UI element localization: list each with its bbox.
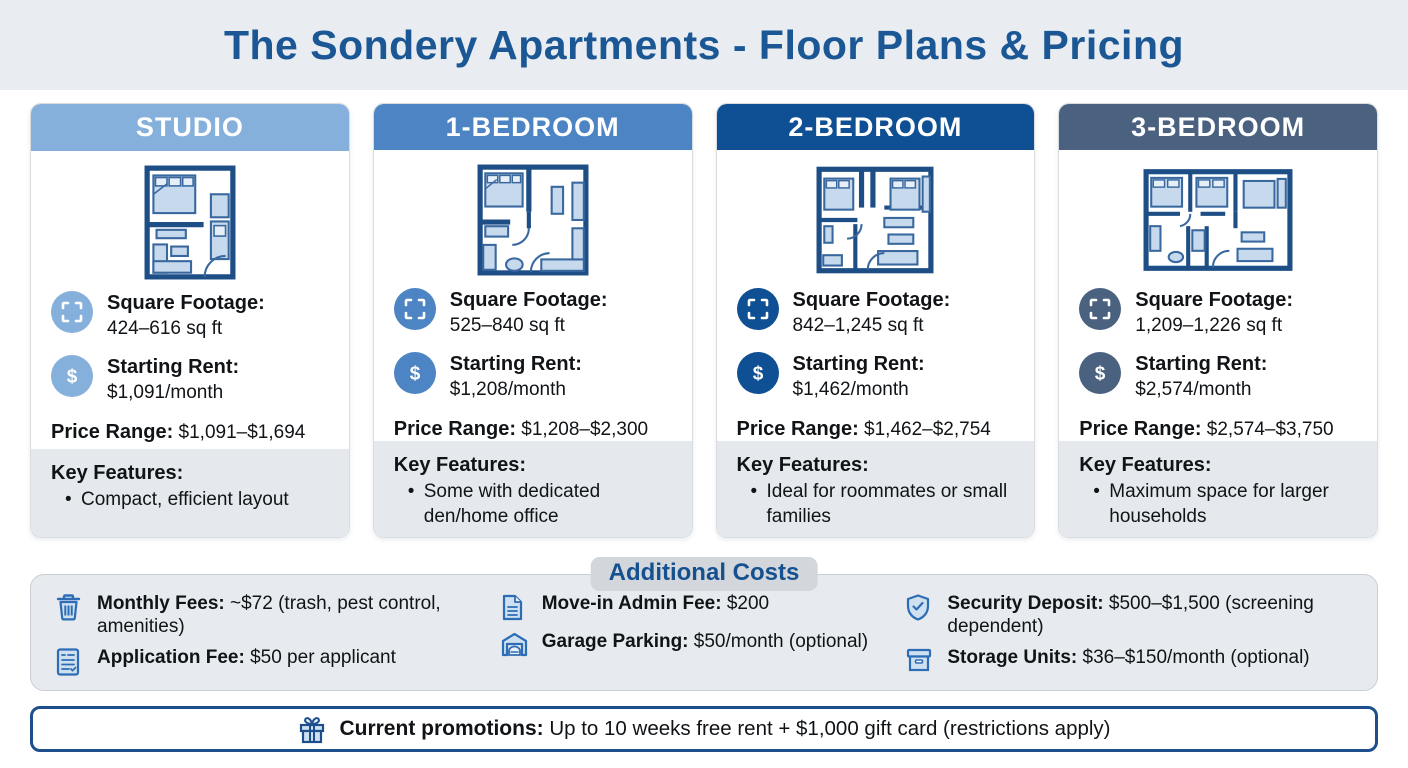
square-footage-icon bbox=[51, 291, 93, 333]
sqft-row bbox=[737, 288, 1017, 338]
sqft-row bbox=[51, 291, 331, 341]
cost-item-garage-parking: Garage Parking: $50/month (optional) bbox=[500, 630, 906, 658]
svg-text:$: $ bbox=[1094, 363, 1106, 385]
title-band bbox=[0, 0, 1408, 90]
price-range: Price Range: $2,574–$3,750 bbox=[1079, 417, 1334, 440]
additional-costs-column-1 bbox=[55, 592, 500, 677]
sqft-label: Square Footage: bbox=[792, 288, 951, 311]
shield-check-icon bbox=[905, 592, 935, 622]
dollar-icon bbox=[1079, 352, 1121, 394]
sqft-label: Square Footage: bbox=[107, 292, 265, 314]
features-label: Key Features: bbox=[393, 453, 527, 476]
feature-item: • Compact, efficient layout bbox=[51, 487, 333, 512]
garage-icon bbox=[500, 630, 530, 658]
key-features-studio bbox=[31, 449, 349, 537]
rent-value: $1,208/month bbox=[449, 378, 566, 400]
card-studio bbox=[30, 103, 350, 538]
dollar-icon bbox=[51, 355, 93, 397]
svg-text:$: $ bbox=[409, 363, 421, 385]
rent-label: Starting Rent: bbox=[792, 352, 925, 375]
rent-value: $1,091/month bbox=[107, 382, 224, 403]
cost-item-monthly-fees: Monthly Fees: ~$72 (trash, pest control, amenities) bbox=[55, 592, 500, 638]
promotions-label: Current promotions: bbox=[339, 717, 544, 740]
features-label: Key Features: bbox=[736, 453, 869, 476]
additional-costs-section bbox=[30, 559, 1378, 691]
sqft-value: 424–616 sq ft bbox=[107, 318, 223, 339]
application-icon bbox=[55, 646, 85, 677]
sqft-row bbox=[1079, 288, 1359, 338]
svg-text:$: $ bbox=[752, 363, 763, 385]
additional-costs-column-3 bbox=[905, 592, 1355, 677]
rent-row bbox=[51, 355, 331, 405]
price-range: Price Range: $1,462–$2,754 bbox=[736, 417, 991, 440]
sqft-row bbox=[394, 288, 674, 338]
gift-icon bbox=[297, 713, 327, 745]
floor-plan-2-bedroom-image bbox=[717, 150, 1035, 280]
trash-icon bbox=[55, 592, 85, 622]
price-range-value: $1,462–$2,754 bbox=[864, 418, 991, 440]
key-features-3-bedroom bbox=[1059, 441, 1377, 537]
svg-text:$: $ bbox=[66, 366, 78, 388]
card-2-bedroom-header: 2-BEDROOM bbox=[717, 104, 1035, 150]
price-range: Price Range: $1,091–$1,694 bbox=[51, 421, 306, 443]
feature-item: • Some with dedicated den/home office bbox=[394, 479, 676, 529]
sqft-value: 525–840 sq ft bbox=[449, 314, 565, 336]
document-icon bbox=[500, 592, 530, 622]
page-title: The Sondery Apartments - Floor Plans & Pricing bbox=[223, 21, 1185, 68]
rent-row bbox=[394, 352, 674, 402]
promotions-text: Up to 10 weeks free rent + $1,000 gift card (restrictions apply) bbox=[549, 717, 1111, 740]
rent-label: Starting Rent: bbox=[1135, 352, 1268, 375]
floor-plan-3-bedroom-image bbox=[1059, 150, 1377, 280]
price-range-value: $2,574–$3,750 bbox=[1206, 418, 1334, 440]
sqft-label: Square Footage: bbox=[1135, 288, 1294, 311]
features-label: Key Features: bbox=[1079, 453, 1212, 476]
cost-item-application-fee: Application Fee: $50 per applicant bbox=[55, 646, 500, 677]
sqft-label: Square Footage: bbox=[449, 288, 608, 311]
promotions-banner bbox=[30, 706, 1378, 752]
additional-costs-column-2 bbox=[500, 592, 906, 677]
floor-plan-cards bbox=[0, 90, 1408, 538]
key-features-2-bedroom bbox=[717, 441, 1035, 537]
rent-row bbox=[1079, 352, 1359, 402]
additional-costs-title: Additional Costs bbox=[591, 557, 818, 591]
rent-value: $1,462/month bbox=[792, 378, 909, 400]
floor-plan-studio-image bbox=[31, 151, 349, 283]
square-footage-icon bbox=[1079, 288, 1121, 330]
card-1-bedroom bbox=[373, 103, 693, 538]
cost-item-storage-units: Storage Units: $36–$150/month (optional) bbox=[905, 646, 1355, 673]
rent-row bbox=[737, 352, 1017, 402]
sqft-value: 842–1,245 sq ft bbox=[792, 314, 924, 336]
rent-value: $2,574/month bbox=[1135, 378, 1252, 400]
card-studio-header: STUDIO bbox=[31, 104, 349, 151]
square-footage-icon bbox=[394, 288, 436, 330]
rent-label: Starting Rent: bbox=[107, 356, 240, 378]
rent-label: Starting Rent: bbox=[449, 352, 582, 375]
sqft-value: 1,209–1,226 sq ft bbox=[1135, 314, 1283, 336]
card-3-bedroom-header: 3-BEDROOM bbox=[1059, 104, 1377, 150]
card-1-bedroom-header: 1-BEDROOM bbox=[374, 104, 692, 150]
price-range-value: $1,091–$1,694 bbox=[178, 422, 306, 443]
feature-item: • Ideal for roommates or small families bbox=[737, 479, 1019, 529]
price-range-value: $1,208–$2,300 bbox=[521, 418, 649, 440]
key-features-1-bedroom bbox=[374, 441, 692, 537]
floor-plan-1-bedroom-image bbox=[374, 150, 692, 280]
features-label: Key Features: bbox=[51, 462, 184, 484]
square-footage-icon bbox=[737, 288, 779, 330]
cost-item-security-deposit: Security Deposit: $500–$1,500 (screening dependent) bbox=[905, 592, 1355, 638]
card-2-bedroom bbox=[716, 103, 1036, 538]
cost-item-admin-fee: Move-in Admin Fee: $200 bbox=[500, 592, 906, 622]
storage-icon bbox=[905, 646, 935, 673]
card-3-bedroom bbox=[1058, 103, 1378, 538]
feature-item: • Maximum space for larger households bbox=[1079, 479, 1361, 529]
price-range: Price Range: $1,208–$2,300 bbox=[393, 417, 649, 440]
dollar-icon bbox=[394, 352, 436, 394]
dollar-icon bbox=[737, 352, 779, 394]
